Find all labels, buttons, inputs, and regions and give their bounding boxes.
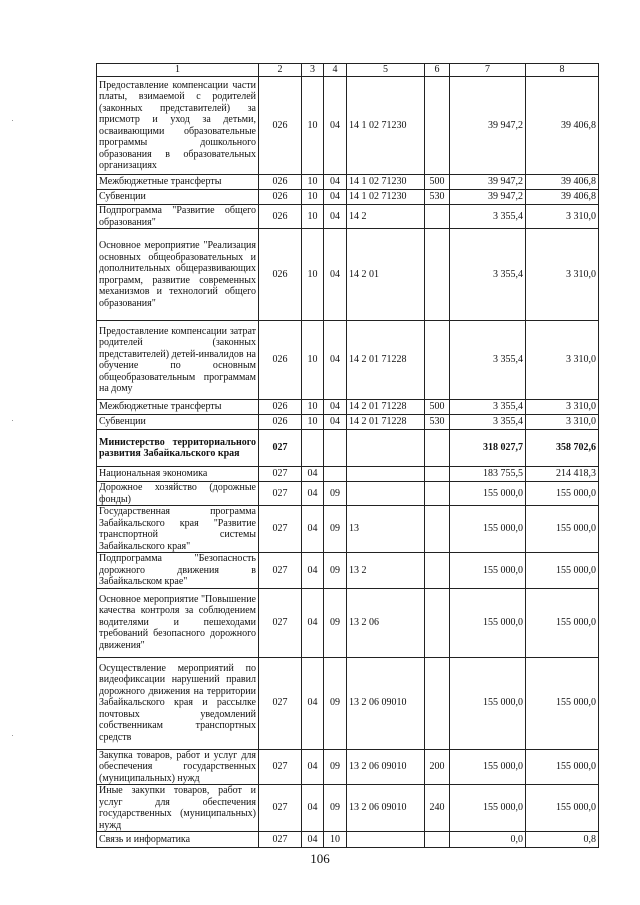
ministry-code-cell: 026 bbox=[259, 77, 302, 175]
expense-type-cell bbox=[425, 506, 450, 553]
amount-year1-cell: 0,0 bbox=[450, 832, 526, 848]
section-cell: 04 bbox=[302, 832, 324, 848]
subsection-cell: 10 bbox=[324, 832, 347, 848]
table-row bbox=[97, 229, 599, 321]
amount-year2-cell: 155 000,0 bbox=[526, 749, 599, 785]
amount-year1-cell: 3 355,4 bbox=[450, 205, 526, 229]
expense-type-cell bbox=[425, 467, 450, 482]
ministry-code-cell: 027 bbox=[259, 657, 302, 749]
expense-type-cell bbox=[425, 553, 450, 589]
target-article-cell: 14 1 02 71230 bbox=[347, 190, 425, 205]
target-article-cell: 13 2 06 bbox=[347, 588, 425, 657]
item-name-cell: Дорожное хозяйство (дорожные фонды) bbox=[97, 482, 259, 506]
target-article-cell: 14 1 02 71230 bbox=[347, 175, 425, 190]
expense-type-cell: 530 bbox=[425, 190, 450, 205]
amount-year1-cell: 155 000,0 bbox=[450, 588, 526, 657]
expense-type-cell bbox=[425, 77, 450, 175]
amount-year1-cell: 39 947,2 bbox=[450, 190, 526, 205]
amount-year1-cell: 155 000,0 bbox=[450, 749, 526, 785]
section-cell: 10 bbox=[302, 175, 324, 190]
ministry-code-cell: 027 bbox=[259, 482, 302, 506]
ministry-code-cell: 027 bbox=[259, 832, 302, 848]
section-cell: 04 bbox=[302, 749, 324, 785]
subsection-cell: 09 bbox=[324, 785, 347, 832]
table-row bbox=[97, 785, 599, 832]
amount-year2-cell: 3 310,0 bbox=[526, 415, 599, 430]
header-cell: 1 bbox=[97, 64, 259, 77]
amount-year2-cell: 39 406,8 bbox=[526, 190, 599, 205]
expense-type-cell bbox=[425, 482, 450, 506]
section-cell: 04 bbox=[302, 467, 324, 482]
item-name-cell: Закупка товаров, работ и услуг для обеспечения государственных (муниципальных) нужд bbox=[97, 749, 259, 785]
ministry-code-cell: 026 bbox=[259, 321, 302, 400]
subsection-cell: 04 bbox=[324, 400, 347, 415]
target-article-cell bbox=[347, 430, 425, 467]
margin-mark bbox=[12, 120, 13, 121]
header-cell: 5 bbox=[347, 64, 425, 77]
ministry-code-cell: 027 bbox=[259, 785, 302, 832]
table-row bbox=[97, 205, 599, 229]
expense-type-cell bbox=[425, 205, 450, 229]
target-article-cell: 14 2 01 71228 bbox=[347, 400, 425, 415]
table-row bbox=[97, 77, 599, 175]
table-row bbox=[97, 190, 599, 205]
amount-year2-cell: 155 000,0 bbox=[526, 482, 599, 506]
amount-year2-cell: 3 310,0 bbox=[526, 400, 599, 415]
ministry-code-cell: 026 bbox=[259, 175, 302, 190]
table-row bbox=[97, 506, 599, 553]
amount-year2-cell: 3 310,0 bbox=[526, 321, 599, 400]
expense-type-cell: 200 bbox=[425, 749, 450, 785]
subsection-cell: 09 bbox=[324, 553, 347, 589]
ministry-code-cell: 026 bbox=[259, 415, 302, 430]
target-article-cell: 13 2 06 09010 bbox=[347, 749, 425, 785]
header-row bbox=[97, 64, 599, 77]
header-cell: 2 bbox=[259, 64, 302, 77]
item-name-cell: Подпрограмма "Безопасность дорожного движения в Забайкальском крае" bbox=[97, 553, 259, 589]
expense-type-cell bbox=[425, 229, 450, 321]
section-cell: 10 bbox=[302, 229, 324, 321]
item-name-cell: Подпрограмма "Развитие общего образования" bbox=[97, 205, 259, 229]
amount-year2-cell: 155 000,0 bbox=[526, 657, 599, 749]
expense-type-cell bbox=[425, 321, 450, 400]
item-name-cell: Межбюджетные трансферты bbox=[97, 175, 259, 190]
section-cell: 10 bbox=[302, 205, 324, 229]
ministry-code-cell: 026 bbox=[259, 400, 302, 415]
item-name-cell: Субвенции bbox=[97, 190, 259, 205]
amount-year2-cell: 39 406,8 bbox=[526, 77, 599, 175]
page-number: 106 bbox=[310, 851, 330, 866]
target-article-cell: 14 1 02 71230 bbox=[347, 77, 425, 175]
subsection-cell: 09 bbox=[324, 506, 347, 553]
subsection-cell: 04 bbox=[324, 229, 347, 321]
table-row bbox=[97, 553, 599, 589]
table-row bbox=[97, 400, 599, 415]
item-name-cell: Субвенции bbox=[97, 415, 259, 430]
target-article-cell: 13 2 bbox=[347, 553, 425, 589]
item-name-cell: Государственная программа Забайкальского края "Развитие транспортной системы Забайкальского края" bbox=[97, 506, 259, 553]
target-article-cell bbox=[347, 832, 425, 848]
expense-type-cell: 500 bbox=[425, 400, 450, 415]
item-name-cell: Предоставление компенсации части платы, взимаемой с родителей (законных представителей) за присмотр и уход за детьми, осваивающими образовательные программы дошкольного образования в образовательных организациях bbox=[97, 77, 259, 175]
ministry-code-cell: 026 bbox=[259, 205, 302, 229]
amount-year1-cell: 155 000,0 bbox=[450, 506, 526, 553]
target-article-cell: 13 bbox=[347, 506, 425, 553]
table-row bbox=[97, 749, 599, 785]
amount-year1-cell: 39 947,2 bbox=[450, 77, 526, 175]
expense-type-cell bbox=[425, 430, 450, 467]
amount-year1-cell: 3 355,4 bbox=[450, 321, 526, 400]
header-cell: 8 bbox=[526, 64, 599, 77]
section-cell bbox=[302, 430, 324, 467]
amount-year2-cell: 3 310,0 bbox=[526, 205, 599, 229]
margin-mark bbox=[12, 735, 13, 736]
item-name-cell: Межбюджетные трансферты bbox=[97, 400, 259, 415]
ministry-code-cell: 027 bbox=[259, 467, 302, 482]
amount-year1-cell: 3 355,4 bbox=[450, 415, 526, 430]
amount-year1-cell: 183 755,5 bbox=[450, 467, 526, 482]
amount-year2-cell: 0,8 bbox=[526, 832, 599, 848]
amount-year2-cell: 214 418,3 bbox=[526, 467, 599, 482]
subsection-cell: 04 bbox=[324, 175, 347, 190]
expense-type-cell: 240 bbox=[425, 785, 450, 832]
amount-year1-cell: 155 000,0 bbox=[450, 482, 526, 506]
amount-year1-cell: 39 947,2 bbox=[450, 175, 526, 190]
item-name-cell: Национальная экономика bbox=[97, 467, 259, 482]
expense-type-cell: 530 bbox=[425, 415, 450, 430]
target-article-cell: 13 2 06 09010 bbox=[347, 785, 425, 832]
target-article-cell: 14 2 01 71228 bbox=[347, 321, 425, 400]
item-name-cell: Связь и информатика bbox=[97, 832, 259, 848]
margin-mark bbox=[12, 420, 13, 421]
item-name-cell: Предоставление компенсации затрат родителей (законных представителей) детей-инвалидов на обучение по основным общеобразовательным программам на дому bbox=[97, 321, 259, 400]
subsection-cell: 04 bbox=[324, 190, 347, 205]
header-cell: 4 bbox=[324, 64, 347, 77]
section-cell: 10 bbox=[302, 400, 324, 415]
subsection-cell bbox=[324, 430, 347, 467]
table-row bbox=[97, 175, 599, 190]
header-cell: 6 bbox=[425, 64, 450, 77]
amount-year2-cell: 358 702,6 bbox=[526, 430, 599, 467]
target-article-cell bbox=[347, 467, 425, 482]
amount-year2-cell: 3 310,0 bbox=[526, 229, 599, 321]
subsection-cell: 09 bbox=[324, 588, 347, 657]
table-row bbox=[97, 321, 599, 400]
ministry-code-cell: 026 bbox=[259, 229, 302, 321]
target-article-cell: 14 2 01 71228 bbox=[347, 415, 425, 430]
amount-year1-cell: 318 027,7 bbox=[450, 430, 526, 467]
table-row bbox=[97, 657, 599, 749]
amount-year1-cell: 155 000,0 bbox=[450, 553, 526, 589]
target-article-cell: 13 2 06 09010 bbox=[347, 657, 425, 749]
ministry-code-cell: 027 bbox=[259, 430, 302, 467]
amount-year1-cell: 3 355,4 bbox=[450, 229, 526, 321]
table-row bbox=[97, 467, 599, 482]
ministry-code-cell: 027 bbox=[259, 506, 302, 553]
section-cell: 04 bbox=[302, 482, 324, 506]
amount-year2-cell: 39 406,8 bbox=[526, 175, 599, 190]
table-row bbox=[97, 430, 599, 467]
subsection-cell: 09 bbox=[324, 657, 347, 749]
amount-year2-cell: 155 000,0 bbox=[526, 553, 599, 589]
item-name-cell: Основное мероприятие "Реализация основных общеобразовательных и дополнительных общеразвивающих программ, развитие современных механизмов и технологий общего образования" bbox=[97, 229, 259, 321]
item-name-cell: Осуществление мероприятий по видеофиксации нарушений правил дорожного движения на территории Забайкальского края и рассылке почтовых уведомлений собственникам транспортных средств bbox=[97, 657, 259, 749]
header-cell: 7 bbox=[450, 64, 526, 77]
amount-year1-cell: 155 000,0 bbox=[450, 785, 526, 832]
header-cell: 3 bbox=[302, 64, 324, 77]
section-cell: 10 bbox=[302, 415, 324, 430]
amount-year1-cell: 3 355,4 bbox=[450, 400, 526, 415]
subsection-cell: 04 bbox=[324, 77, 347, 175]
ministry-code-cell: 027 bbox=[259, 588, 302, 657]
amount-year2-cell: 155 000,0 bbox=[526, 588, 599, 657]
expense-type-cell bbox=[425, 657, 450, 749]
subsection-cell bbox=[324, 467, 347, 482]
subsection-cell: 09 bbox=[324, 482, 347, 506]
section-cell: 04 bbox=[302, 785, 324, 832]
section-cell: 04 bbox=[302, 588, 324, 657]
subsection-cell: 04 bbox=[324, 415, 347, 430]
amount-year2-cell: 155 000,0 bbox=[526, 506, 599, 553]
section-cell: 10 bbox=[302, 190, 324, 205]
expense-type-cell bbox=[425, 832, 450, 848]
amount-year2-cell: 155 000,0 bbox=[526, 785, 599, 832]
item-name-cell: Министерство территориального развития Забайкальского края bbox=[97, 430, 259, 467]
section-cell: 04 bbox=[302, 657, 324, 749]
target-article-cell: 14 2 01 bbox=[347, 229, 425, 321]
target-article-cell bbox=[347, 482, 425, 506]
item-name-cell: Основное мероприятие "Повышение качества контроля за соблюдением водителями и пешеходами требований безопасного дорожного движения" bbox=[97, 588, 259, 657]
section-cell: 10 bbox=[302, 321, 324, 400]
subsection-cell: 04 bbox=[324, 321, 347, 400]
budget-table bbox=[96, 63, 599, 848]
amount-year1-cell: 155 000,0 bbox=[450, 657, 526, 749]
table-row bbox=[97, 482, 599, 506]
table-row bbox=[97, 588, 599, 657]
item-name-cell: Иные закупки товаров, работ и услуг для обеспечения государственных (муниципальных) нужд bbox=[97, 785, 259, 832]
table-row bbox=[97, 832, 599, 848]
target-article-cell: 14 2 bbox=[347, 205, 425, 229]
table-row bbox=[97, 415, 599, 430]
ministry-code-cell: 027 bbox=[259, 749, 302, 785]
subsection-cell: 04 bbox=[324, 205, 347, 229]
expense-type-cell bbox=[425, 588, 450, 657]
section-cell: 10 bbox=[302, 77, 324, 175]
ministry-code-cell: 026 bbox=[259, 190, 302, 205]
expense-type-cell: 500 bbox=[425, 175, 450, 190]
ministry-code-cell: 027 bbox=[259, 553, 302, 589]
section-cell: 04 bbox=[302, 506, 324, 553]
subsection-cell: 09 bbox=[324, 749, 347, 785]
section-cell: 04 bbox=[302, 553, 324, 589]
